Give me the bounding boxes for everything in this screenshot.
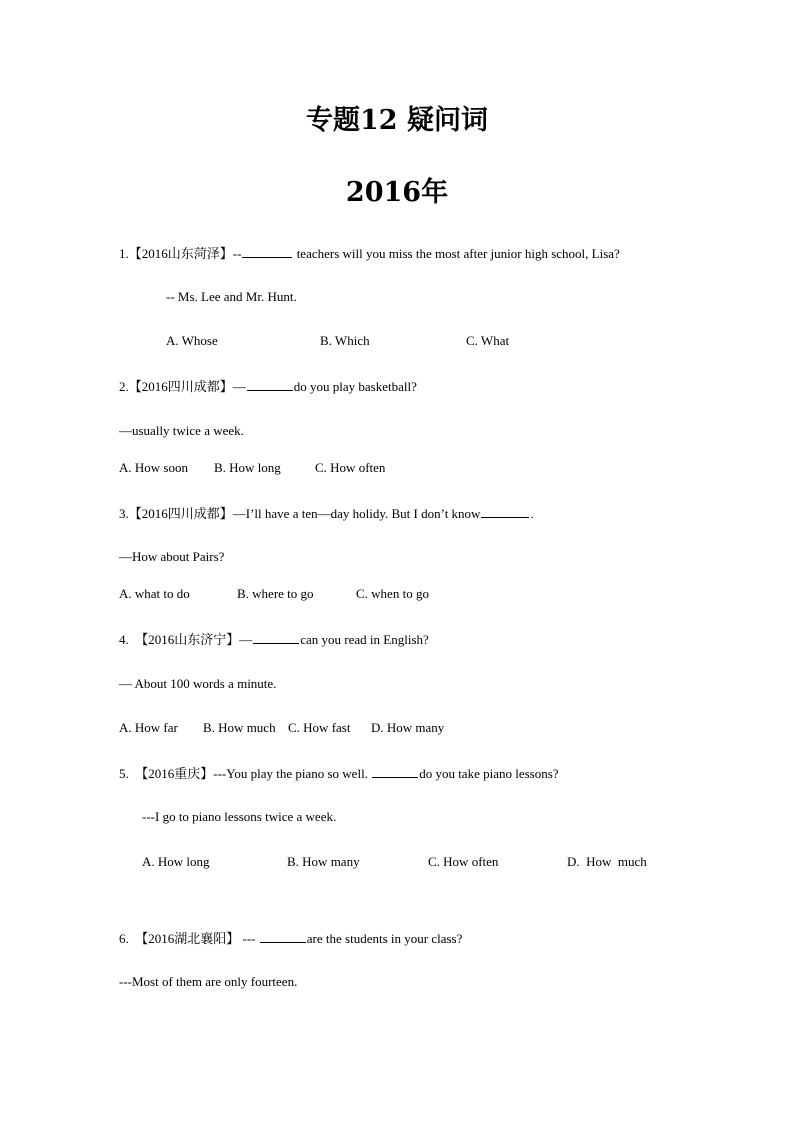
option-c: C. How fast [288, 720, 351, 735]
question-2-answer: —usually twice a week. [119, 423, 244, 438]
question-text: are the students in your class? [306, 931, 463, 946]
option-d: D. How much [567, 854, 647, 869]
question-3-answer: —How about Pairs? [119, 549, 225, 564]
question-source: 【2016四川成都】 [128, 506, 233, 521]
question-number: 5. [119, 766, 129, 781]
option-b: B. Which [320, 333, 370, 348]
option-a: A. How soon [119, 460, 188, 475]
option-d: D. How many [371, 720, 445, 735]
question-4-answer: — About 100 words a minute. [119, 676, 277, 691]
option-b: B. How many [287, 854, 360, 869]
question-source: 【2016山东菏泽】 [128, 246, 233, 261]
question-prefix: --- [239, 931, 259, 946]
question-4 [119, 631, 429, 648]
question-6-answer: ---Most of them are only fourteen. [119, 974, 298, 989]
question-prefix: -- [232, 246, 242, 261]
question-source: 【2016重庆】 [135, 766, 214, 781]
question-text: do you play basketball? [293, 379, 417, 394]
question-number: 2. [119, 379, 129, 394]
question-text: . [530, 506, 534, 521]
option-b: B. How long [214, 460, 281, 475]
question-1 [119, 245, 620, 262]
question-5 [119, 765, 559, 782]
question-3 [119, 505, 534, 522]
answer-blank [247, 378, 293, 391]
document-subtitle: 2016年 [345, 177, 449, 208]
question-source: 【2016湖北襄阳】 [135, 931, 240, 946]
option-a: A. How far [119, 720, 178, 735]
question-prefix: — [232, 379, 246, 394]
question-5-answer: ---I go to piano lessons twice a week. [142, 809, 337, 824]
option-a: A. How long [142, 854, 210, 869]
option-c: C. How often [428, 854, 499, 869]
question-prefix: —I’ll have a ten—day holidy. But I don’t know [232, 506, 481, 521]
question-number: 3. [119, 506, 129, 521]
document-title: 专题12 疑问词 [306, 105, 488, 136]
question-prefix: — [239, 632, 253, 647]
answer-blank [253, 631, 299, 644]
question-source: 【2016四川成都】 [128, 379, 233, 394]
option-b: B. where to go [237, 586, 314, 601]
question-2 [119, 378, 417, 395]
question-text: do you take piano lessons? [419, 766, 559, 781]
question-text: can you read in English? [300, 632, 429, 647]
question-number: 6. [119, 931, 129, 946]
question-prefix: ---You play the piano so well. [213, 766, 372, 781]
option-c: C. What [466, 333, 510, 348]
question-number: 4. [119, 632, 129, 647]
answer-blank [242, 245, 292, 258]
answer-blank [372, 765, 418, 778]
option-c: C. when to go [356, 586, 429, 601]
answer-blank [260, 930, 306, 943]
answer-blank [481, 505, 529, 518]
option-a: A. Whose [166, 333, 218, 348]
question-1-answer: -- Ms. Lee and Mr. Hunt. [166, 289, 297, 304]
option-b: B. How much [203, 720, 276, 735]
question-source: 【2016山东济宁】 [135, 632, 240, 647]
question-text: teachers will you miss the most after junior high school, Lisa? [293, 246, 620, 261]
option-c: C. How often [315, 460, 386, 475]
option-a: A. what to do [119, 586, 190, 601]
question-6 [119, 930, 462, 947]
question-number: 1. [119, 246, 129, 261]
